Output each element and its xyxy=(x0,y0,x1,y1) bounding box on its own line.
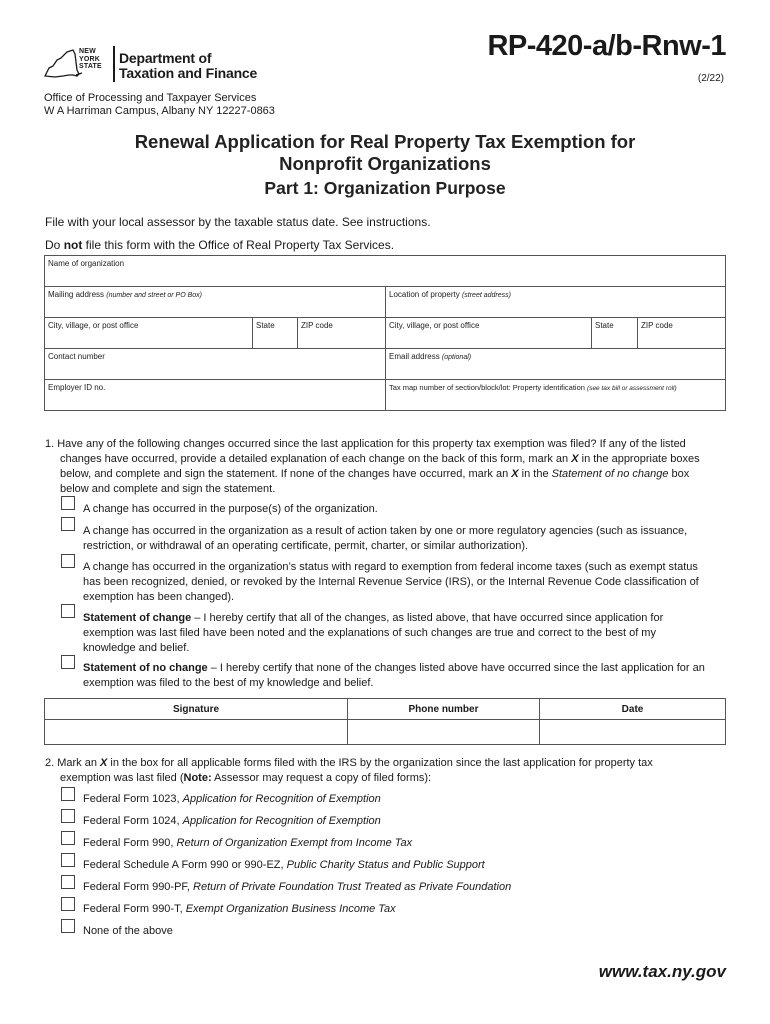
q2-l1-x: X xyxy=(100,757,108,769)
part-title: Part 1: Organization Purpose xyxy=(264,178,506,198)
checkbox-statement-of-change[interactable] xyxy=(61,604,75,618)
office-address xyxy=(44,92,275,118)
email-text: Email address xyxy=(389,352,440,361)
mailing-address-field[interactable] xyxy=(44,286,386,318)
form-id: RP-420-a/b-Rnw-1 xyxy=(487,30,726,62)
phone-field[interactable] xyxy=(347,719,540,745)
dept-line1: Department of xyxy=(119,50,212,66)
q1-line1: 1. Have any of the following changes occurred since the last application for this property tax exemption was filed? If any of the listed xyxy=(45,438,686,450)
q2-l2-pre: exemption was last filed ( xyxy=(60,772,184,784)
location-of-property-label xyxy=(389,290,511,299)
checkbox-form-1024[interactable] xyxy=(61,809,75,823)
option-none-of-the-above xyxy=(83,924,173,939)
mailing-address-note: (number and street or PO Box) xyxy=(106,292,202,299)
employer-id-field[interactable] xyxy=(44,379,386,411)
title-line2: Nonprofit Organizations xyxy=(279,153,491,174)
form-1023-name: Federal Form 1023, xyxy=(83,793,183,805)
opt4-bold: Statement of change xyxy=(83,612,192,624)
schedule-a-desc: Public Charity Status and Public Support xyxy=(286,859,485,871)
opt3-line1: A change has occurred in the organization’s status with regard to exemption from federal income taxes (such as exempt status xyxy=(83,561,698,573)
tax-map-text: Tax map number of section/block/lot: Property identification xyxy=(389,383,585,392)
form-990-name: Federal Form 990, xyxy=(83,837,177,849)
none-of-the-above-text: None of the above xyxy=(83,925,173,937)
option-form-1023 xyxy=(83,792,381,807)
question-1-text xyxy=(45,437,735,497)
instruction-line1: File with your local assessor by the taxable status date. See instructions. xyxy=(45,215,431,229)
opt4-line2: exemption was last filed have been noted and the explanations of such changes are true and correct to the best of my xyxy=(83,627,656,639)
question-2-text xyxy=(45,756,735,786)
q1-l2-x: X xyxy=(571,453,579,465)
state-label-1: State xyxy=(256,321,275,330)
option-statement-of-no-change xyxy=(83,661,705,691)
email-address-field[interactable] xyxy=(385,348,726,380)
option-federal-status-change xyxy=(83,560,699,605)
instr2-pre: Do xyxy=(45,238,64,252)
opt5-line1: – I hereby certify that none of the changes listed above have occurred since the last application for an xyxy=(207,662,705,674)
city-label-1: City, village, or post office xyxy=(48,321,139,330)
q1-l3-mid: in the xyxy=(518,468,552,480)
checkbox-federal-status-change[interactable] xyxy=(61,554,75,568)
form-990-t-desc: Exempt Organization Business Income Tax xyxy=(185,903,396,915)
form-revision: (2/22) xyxy=(697,73,724,84)
option-regulatory-change xyxy=(83,524,687,554)
q1-line4: below and complete and sign the statement. xyxy=(60,483,276,495)
q2-line1 xyxy=(45,756,735,771)
signature-header: Signature xyxy=(44,698,348,720)
ny-line2: YORK xyxy=(79,55,101,63)
form-990-pf-name: Federal Form 990-PF, xyxy=(83,881,194,893)
contact-number-field[interactable] xyxy=(44,348,386,380)
q1-l3-x: X xyxy=(511,468,519,480)
q2-l2-post: Assessor may request a copy of filed forms): xyxy=(211,772,432,784)
location-of-property-field[interactable] xyxy=(385,286,726,318)
form-1024-name: Federal Form 1024, xyxy=(83,815,183,827)
contact-number-label: Contact number xyxy=(48,352,105,361)
checkbox-regulatory-change[interactable] xyxy=(61,517,75,531)
schedule-a-name: Federal Schedule A Form 990 or 990-EZ, xyxy=(83,859,287,871)
location-note: (street address) xyxy=(461,292,511,299)
q2-line2 xyxy=(45,771,735,786)
ny-line1: NEW xyxy=(79,48,96,55)
footer-url[interactable]: www.tax.ny.gov xyxy=(598,962,726,981)
ny-line3: STATE xyxy=(79,63,102,70)
title-line1: Renewal Application for Real Property Tax Exemption for xyxy=(134,131,636,152)
option-form-990-pf xyxy=(83,880,511,895)
city-field-1[interactable] xyxy=(44,317,253,349)
q1-l2-post: in the appropriate boxes xyxy=(578,453,700,465)
option-purpose-change: A change has occurred in the purpose(s) of the organization. xyxy=(83,503,378,515)
state-field-2[interactable] xyxy=(591,317,638,349)
location-text: Location of property xyxy=(389,290,460,299)
logo-divider xyxy=(113,46,115,82)
opt4-line3: knowledge and belief. xyxy=(83,642,190,654)
checkbox-form-990[interactable] xyxy=(61,831,75,845)
tax-map-label xyxy=(389,383,677,392)
q2-l1-pre: 2. Mark an xyxy=(45,757,101,769)
opt5-bold: Statement of no change xyxy=(83,662,208,674)
form-1023-desc: Application for Recognition of Exemption xyxy=(182,793,381,805)
q2-l2-bold: Note: xyxy=(183,772,212,784)
instruction-line2 xyxy=(45,238,394,252)
mailing-address-text: Mailing address xyxy=(48,290,105,299)
date-field[interactable] xyxy=(539,719,726,745)
ny-state-wordmark xyxy=(79,48,102,71)
zip-label-2: ZIP code xyxy=(641,321,673,330)
email-note: (optional) xyxy=(441,354,472,361)
new-york-state-map-icon xyxy=(43,48,83,82)
checkbox-none-of-the-above[interactable] xyxy=(61,919,75,933)
instr2-bold: not xyxy=(63,238,83,252)
option-form-990 xyxy=(83,836,412,851)
zip-field-1[interactable] xyxy=(297,317,386,349)
q1-line3 xyxy=(45,467,735,482)
tax-map-number-field[interactable] xyxy=(385,379,726,411)
tax-map-note: (see tax bill or assessment roll) xyxy=(587,385,677,392)
state-field-1[interactable] xyxy=(252,317,298,349)
checkbox-purpose-change[interactable] xyxy=(61,496,75,510)
form-1024-desc: Application for Recognition of Exemption xyxy=(182,815,381,827)
signature-field[interactable] xyxy=(44,719,348,745)
q1-l3-pre: below, and complete and sign the statement. If none of the changes have occurred, mark an xyxy=(60,468,512,480)
date-header: Date xyxy=(539,698,726,720)
opt4-line1: – I hereby certify that all of the changes, as listed above, that have occurred since application for xyxy=(191,612,664,624)
city-field-2[interactable] xyxy=(385,317,592,349)
checkbox-statement-of-no-change[interactable] xyxy=(61,655,75,669)
mailing-address-label xyxy=(48,290,202,299)
checkbox-schedule-a[interactable] xyxy=(61,853,75,867)
form-990-t-name: Federal Form 990-T, xyxy=(83,903,186,915)
office-line1: Office of Processing and Taxpayer Services xyxy=(44,92,257,104)
option-statement-of-change xyxy=(83,611,663,656)
option-form-1024 xyxy=(83,814,381,829)
zip-label-1: ZIP code xyxy=(301,321,333,330)
email-address-label xyxy=(389,352,471,361)
phone-header: Phone number xyxy=(347,698,540,720)
checkbox-form-1023[interactable] xyxy=(61,787,75,801)
name-of-organization-label: Name of organization xyxy=(48,259,125,268)
opt3-line3: exemption has been changed). xyxy=(83,591,235,603)
form-990-pf-desc: Return of Private Foundation Trust Treated as Private Foundation xyxy=(193,881,512,893)
city-label-2: City, village, or post office xyxy=(389,321,480,330)
q1-l3-post: box xyxy=(668,468,690,480)
q2-l1-post: in the box for all applicable forms filed with the IRS by the organization since the last application for property tax xyxy=(107,757,653,769)
form-990-desc: Return of Organization Exempt from Income Tax xyxy=(176,837,413,849)
checkbox-form-990-t[interactable] xyxy=(61,897,75,911)
instr2-post: file this form with the Office of Real Property Tax Services. xyxy=(82,238,395,252)
opt3-line2: has been recognized, denied, or revoked by the Internal Revenue Service (IRS), or the Internal Revenue Code classification of xyxy=(83,576,699,588)
q1-l2-pre: changes have occurred, provide a detailed explanation of each change on the back of this form, mark an xyxy=(60,453,572,465)
option-form-990-t xyxy=(83,902,396,917)
zip-field-2[interactable] xyxy=(637,317,726,349)
opt2-line2: restriction, or withdrawal of an operating certificate, permit, charter, or similar authorization). xyxy=(83,540,529,552)
department-name xyxy=(119,51,257,81)
q1-line2 xyxy=(45,452,735,467)
q1-l3-italic: Statement of no change xyxy=(551,468,669,480)
option-schedule-a xyxy=(83,858,485,873)
checkbox-form-990-pf[interactable] xyxy=(61,875,75,889)
employer-id-label: Employer ID no. xyxy=(48,383,106,392)
opt2-line1: A change has occurred in the organization as a result of action taken by one or more regulatory agencies (such as issuance, xyxy=(83,525,688,537)
state-label-2: State xyxy=(595,321,614,330)
office-line2: W A Harriman Campus, Albany NY 12227-0863 xyxy=(44,105,275,117)
opt5-line2: exemption was filed to the best of my knowledge and belief. xyxy=(83,677,374,689)
name-of-organization-field[interactable] xyxy=(44,255,726,287)
dept-line2: Taxation and Finance xyxy=(119,65,258,81)
